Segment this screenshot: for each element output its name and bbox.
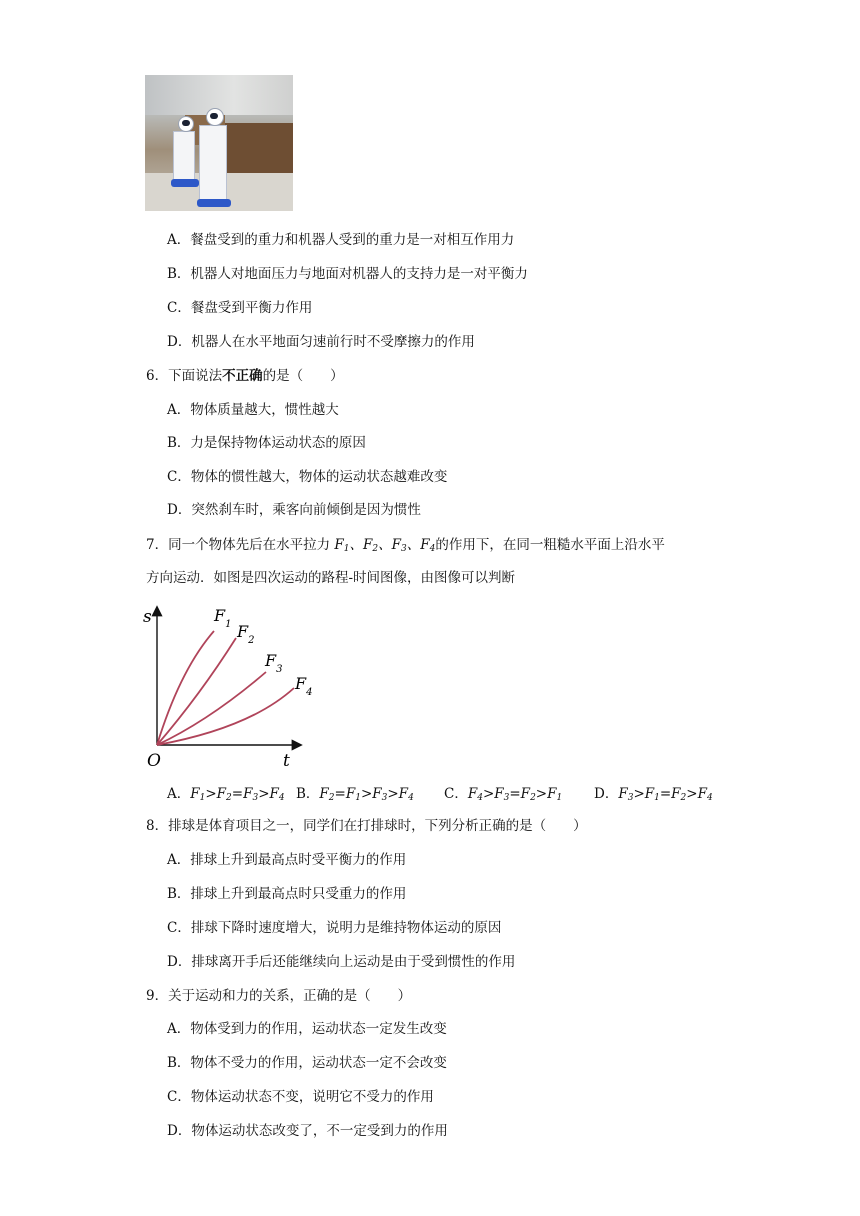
curve-f1: [157, 631, 214, 745]
q7-stem-suffix: 的作用下，在同一粗糙水平面上沿水平: [435, 537, 665, 553]
q6-option-b: B．力是保持物体运动状态的原因: [167, 435, 366, 451]
q7-stem-line1: [146, 536, 665, 554]
q7-answer-b: B．$F_2=F_1>F_3>F_4$: [296, 786, 414, 803]
q8-option-c: C．排球下降时速度增大，说明力是维持物体运动的原因: [167, 920, 502, 936]
q7-answer-a: A．$F_1>F_2=F_3>F_4$: [167, 786, 285, 803]
q9-option-b: B．物体不受力的作用，运动状态一定不会改变: [167, 1055, 447, 1071]
q7-answer-d: D．$F_3>F_1=F_2>F_4$: [594, 786, 713, 803]
robot-figure-front: [199, 125, 227, 203]
curve-label-f1: $F_1$: [214, 606, 232, 630]
q5-option-d: D．机器人在水平地面匀速前行时不受摩擦力的作用: [167, 334, 475, 350]
q6-stem: [146, 367, 344, 385]
curve-f3: [157, 672, 266, 745]
s-t-graph-svg: [140, 600, 320, 770]
q8-option-b: B．排球上升到最高点时只受重力的作用: [167, 886, 407, 902]
robot-figure-back: [173, 131, 195, 183]
q9-option-a: A．物体受到力的作用，运动状态一定发生改变: [167, 1021, 447, 1037]
q5-option-b: B．机器人对地面压力与地面对机器人的支持力是一对平衡力: [167, 266, 528, 282]
robot-waiter-photo: [145, 75, 293, 211]
q8-option-a: A．排球上升到最高点时受平衡力的作用: [167, 852, 407, 868]
y-axis-label: s: [143, 607, 152, 627]
q9-stem: 9．关于运动和力的关系，正确的是（ ）: [146, 988, 412, 1004]
q6-stem-prefix: 6．下面说法: [146, 368, 223, 384]
q7-stem-prefix: 7．同一个物体先后在水平拉力: [146, 537, 335, 553]
curve-label-f3: $F_3$: [265, 651, 283, 675]
q7-answer-c: C．$F_4>F_3=F_2>F_1$: [444, 786, 563, 803]
q6-option-c: C．物体的惯性越大，物体的运动状态越难改变: [167, 469, 448, 485]
curve-label-f4: $F_4$: [295, 674, 313, 698]
origin-label: O: [147, 751, 161, 770]
q9-option-c: C．物体运动状态不变，说明它不受力的作用: [167, 1089, 434, 1105]
q8-option-d: D．排球离开手后还能继续向上运动是由于受到惯性的作用: [167, 954, 516, 970]
q6-option-a: A．物体质量越大，惯性越大: [167, 402, 339, 418]
x-axis-label: t: [283, 751, 290, 770]
q9-option-d: D．物体运动状态改变了，不一定受到力的作用: [167, 1123, 448, 1139]
q6-stem-suffix: 的是（ ）: [262, 368, 344, 384]
q5-option-a: A．餐盘受到的重力和机器人受到的重力是一对相互作用力: [167, 232, 515, 248]
q5-option-c: C．餐盘受到平衡力作用: [167, 300, 313, 316]
q6-option-d: D．突然刹车时，乘客向前倾倒是因为惯性: [167, 502, 421, 518]
photo-table: [225, 123, 293, 173]
q7-stem-line2: 方向运动．如图是四次运动的路程-时间图像，由图像可以判断: [146, 570, 516, 586]
q8-stem: 8．排球是体育项目之一，同学们在打排球时，下列分析正确的是（ ）: [146, 818, 587, 834]
q7-force-list: $F_1$、$F_2$、$F_3$、$F_4$: [334, 537, 436, 554]
s-t-graph: [140, 600, 320, 770]
curve-f4: [157, 688, 294, 745]
curve-label-f2: $F_2$: [237, 622, 255, 646]
q6-stem-emphasis: 不正确: [222, 368, 263, 384]
